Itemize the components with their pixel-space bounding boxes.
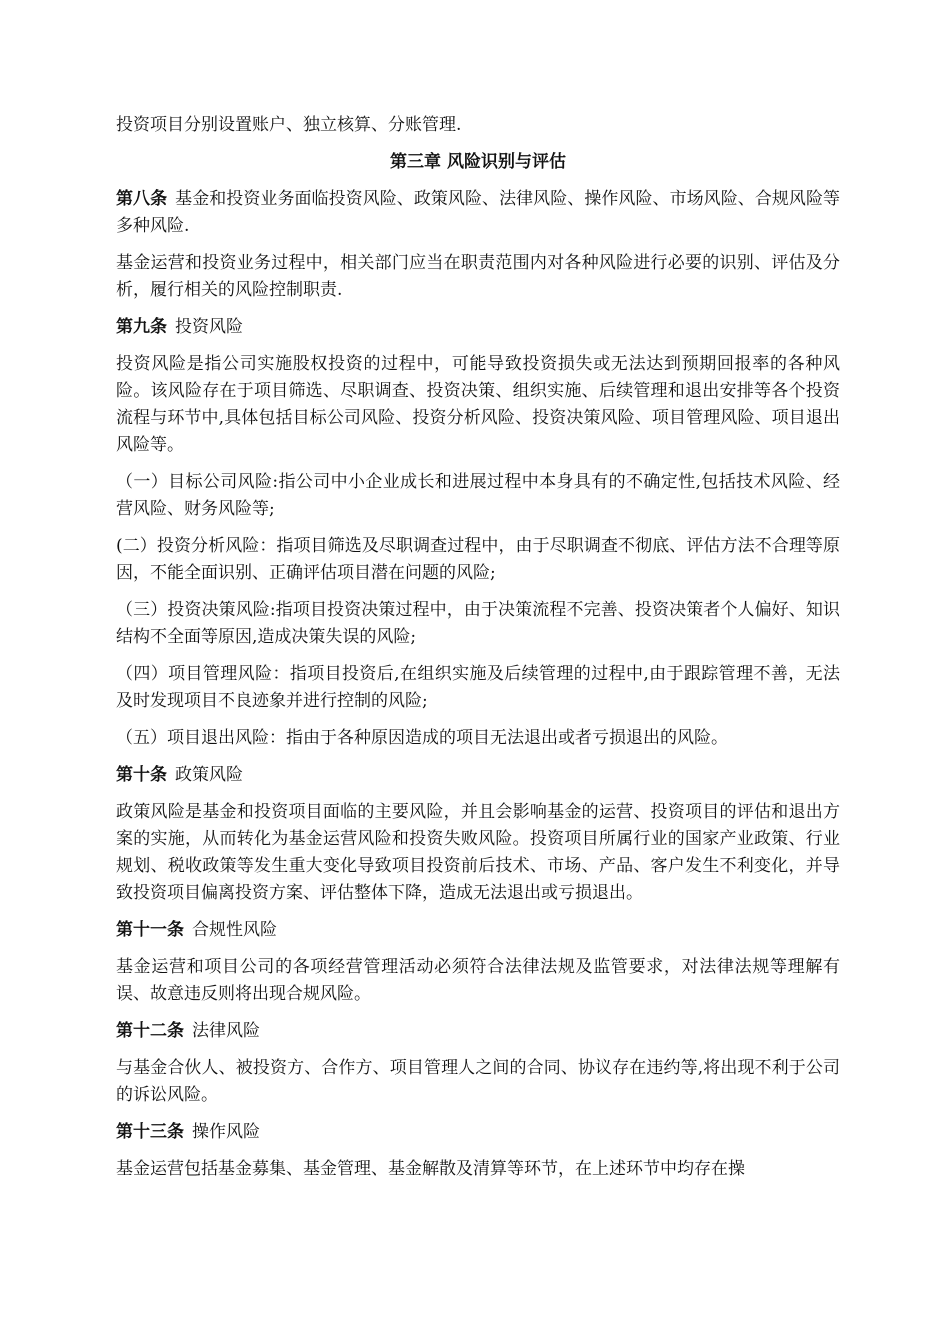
intro-paragraph: 投资项目分别设置账户、独立核算、分账管理. bbox=[116, 115, 462, 135]
article-9-item-2: (二）投资分析风险：指项目筛选及尽职调查过程中，由于尽职调查不彻底、评估方法不合理等原因，不能全面识别、正确评估项目潜在问题的风险; bbox=[116, 536, 840, 583]
article-9-number: 第九条 bbox=[116, 317, 167, 337]
article-9-paragraph-1: 投资风险是指公司实施股权投资的过程中，可能导致投资损失或无法达到预期回报率的各种风险。该风险存在于项目筛选、尽职调查、投资决策、组织实施、后续管理和退出安排等各个投资流程与环节中,具体包括目标公司风险、投资分析风险、投资决策风险、项目管理风险、项目退出风险等。 bbox=[116, 354, 840, 455]
article-10-heading bbox=[116, 762, 840, 789]
article-10-title: 政策风险 bbox=[175, 765, 243, 785]
article-9-title: 投资风险 bbox=[175, 317, 243, 337]
article-11-paragraph-1: 基金运营和项目公司的各项经营管理活动必须符合法律法规及监管要求，对法律法规等理解有误、故意违反则将出现合规风险。 bbox=[116, 957, 840, 1004]
article-8-number: 第八条 bbox=[116, 189, 168, 209]
article-10-number: 第十条 bbox=[116, 765, 167, 785]
document-page bbox=[116, 112, 840, 1193]
article-8 bbox=[116, 186, 840, 240]
article-12-title: 法律风险 bbox=[192, 1021, 260, 1041]
article-12-heading bbox=[116, 1018, 840, 1045]
article-12-number: 第十二条 bbox=[116, 1021, 184, 1041]
article-9-item-3: （三）投资决策风险:指项目投资决策过程中，由于决策流程不完善、投资决策者个人偏好、知识结构不全面等原因,造成决策失误的风险; bbox=[116, 600, 840, 647]
article-8-text: 基金和投资业务面临投资风险、政策风险、法律风险、操作风险、市场风险、合规风险等多种风险. bbox=[116, 189, 841, 236]
article-13-paragraph-1: 基金运营包括基金募集、基金管理、基金解散及清算等环节，在上述环节中均存在操 bbox=[116, 1159, 745, 1179]
article-11-heading bbox=[116, 917, 840, 944]
article-13-heading bbox=[116, 1119, 840, 1146]
article-9-heading bbox=[116, 314, 840, 341]
article-11-number: 第十一条 bbox=[116, 920, 184, 940]
article-13-number: 第十三条 bbox=[116, 1122, 184, 1142]
article-9-item-5: （五）项目退出风险：指由于各种原因造成的项目无法退出或者亏损退出的风险。 bbox=[116, 728, 728, 748]
article-10-paragraph-1: 政策风险是基金和投资项目面临的主要风险，并且会影响基金的运营、投资项目的评估和退出方案的实施，从而转化为基金运营风险和投资失败风险。投资项目所属行业的国家产业政策、行业规划、税收政策等发生重大变化导致项目投资前后技术、市场、产品、客户发生不利变化，并导致投资项目偏离投资方案、评估整体下降，造成无法退出或亏损退出。 bbox=[116, 802, 840, 903]
article-8-paragraph-2: 基金运营和投资业务过程中，相关部门应当在职责范围内对各种风险进行必要的识别、评估及分析，履行相关的风险控制职责. bbox=[116, 253, 840, 300]
article-9-item-1: （一）目标公司风险:指公司中小企业成长和进展过程中本身具有的不确定性,包括技术风险、经营风险、财务风险等; bbox=[116, 472, 840, 519]
article-11-title: 合规性风险 bbox=[192, 920, 277, 940]
article-12-paragraph-1: 与基金合伙人、被投资方、合作方、项目管理人之间的合同、协议存在违约等,将出现不利于公司的诉讼风险。 bbox=[116, 1058, 840, 1105]
chapter-title: 第三章 风险识别与评估 bbox=[390, 152, 566, 172]
article-13-title: 操作风险 bbox=[192, 1122, 260, 1142]
article-9-item-4: （四）项目管理风险：指项目投资后,在组织实施及后续管理的过程中,由于跟踪管理不善，无法及时发现项目不良迹象并进行控制的风险; bbox=[116, 664, 840, 711]
